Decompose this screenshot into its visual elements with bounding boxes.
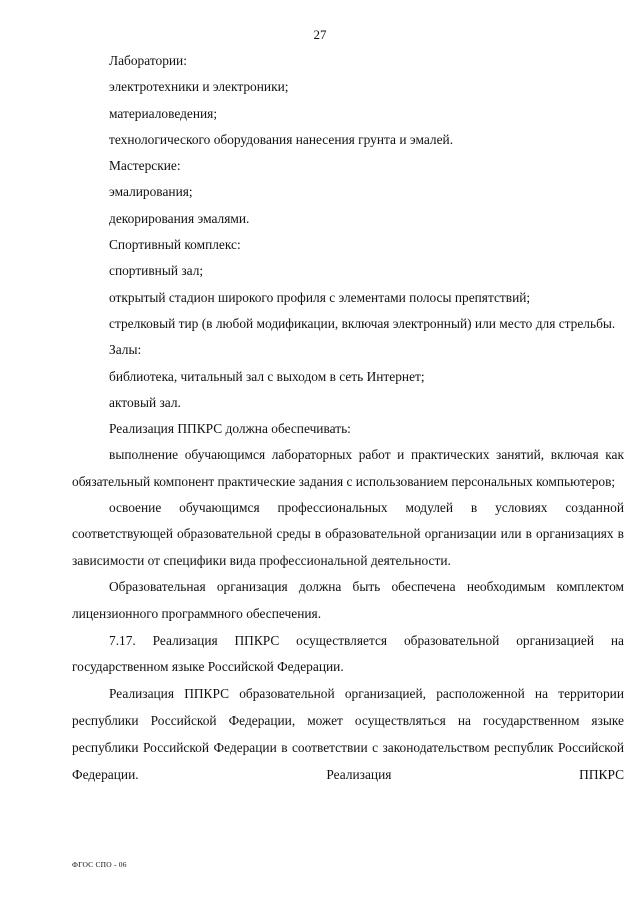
- list-item-stadium: открытый стадион широкого профиля с элементами полосы препятствий;: [109, 289, 531, 305]
- paragraph-workshops-heading: Мастерские:: [109, 158, 181, 174]
- document-body: [72, 48, 624, 788]
- paragraph-section-7-17: 7.17. Реализация ППКРС осуществляется образовательной организацией на государственном языке Российской Федерации.: [72, 632, 624, 675]
- list-item-sports-hall: спортивный зал;: [109, 263, 204, 279]
- list-item-shooting-range: стрелковый тир (в любой модификации, включая электронный) или место для стрельбы.: [109, 315, 616, 331]
- list-item-electrical-lab: электротехники и электроники;: [109, 79, 289, 95]
- paragraph-sports-heading: Спортивный комплекс:: [109, 237, 241, 253]
- footer-doc-code: ФГОС СПО - 06: [72, 860, 127, 869]
- list-item-decorating-workshop: декорирования эмалями.: [109, 210, 250, 226]
- list-item-library: библиотека, читальный зал с выходом в сеть Интернет;: [109, 368, 425, 384]
- paragraph-laboratories-heading: Лаборатории:: [109, 53, 187, 68]
- paragraph-implementation-heading: Реализация ППКРС должна обеспечивать:: [109, 421, 351, 437]
- list-item-assembly-hall: актовый зал.: [109, 394, 181, 410]
- paragraph-modules: освоение обучающимся профессиональных модулей в условиях созданной соответствующей образовательной среды в образовательной организации или в организациях в зависимости от специфики вида профессиональной деятельности.: [72, 500, 624, 568]
- list-item-enameling-workshop: эмалирования;: [109, 184, 193, 200]
- page-number: 27: [313, 27, 327, 42]
- paragraph-halls-heading: Залы:: [109, 342, 142, 358]
- paragraph-software: Образовательная организация должна быть обеспечена необходимым комплектом лицензионного программного обеспечения.: [72, 578, 624, 621]
- paragraph-republic-language: Реализация ППКРС образовательной организацией, расположенной на территории республики Российской Федерации, может осуществляться на государственном языке республики Российской Федерации в соответствии с законодательством республик Российской Федерации. Реализация ППКРС: [72, 686, 624, 782]
- paragraph-lab-work: выполнение обучающимся лабораторных работ и практических занятий, включая как обязательный компонент практические задания с использованием персональных компьютеров;: [72, 447, 624, 489]
- list-item-materials-lab: материаловедения;: [109, 105, 218, 121]
- list-item-coating-equipment-lab: технологического оборудования нанесения грунта и эмалей.: [109, 131, 454, 147]
